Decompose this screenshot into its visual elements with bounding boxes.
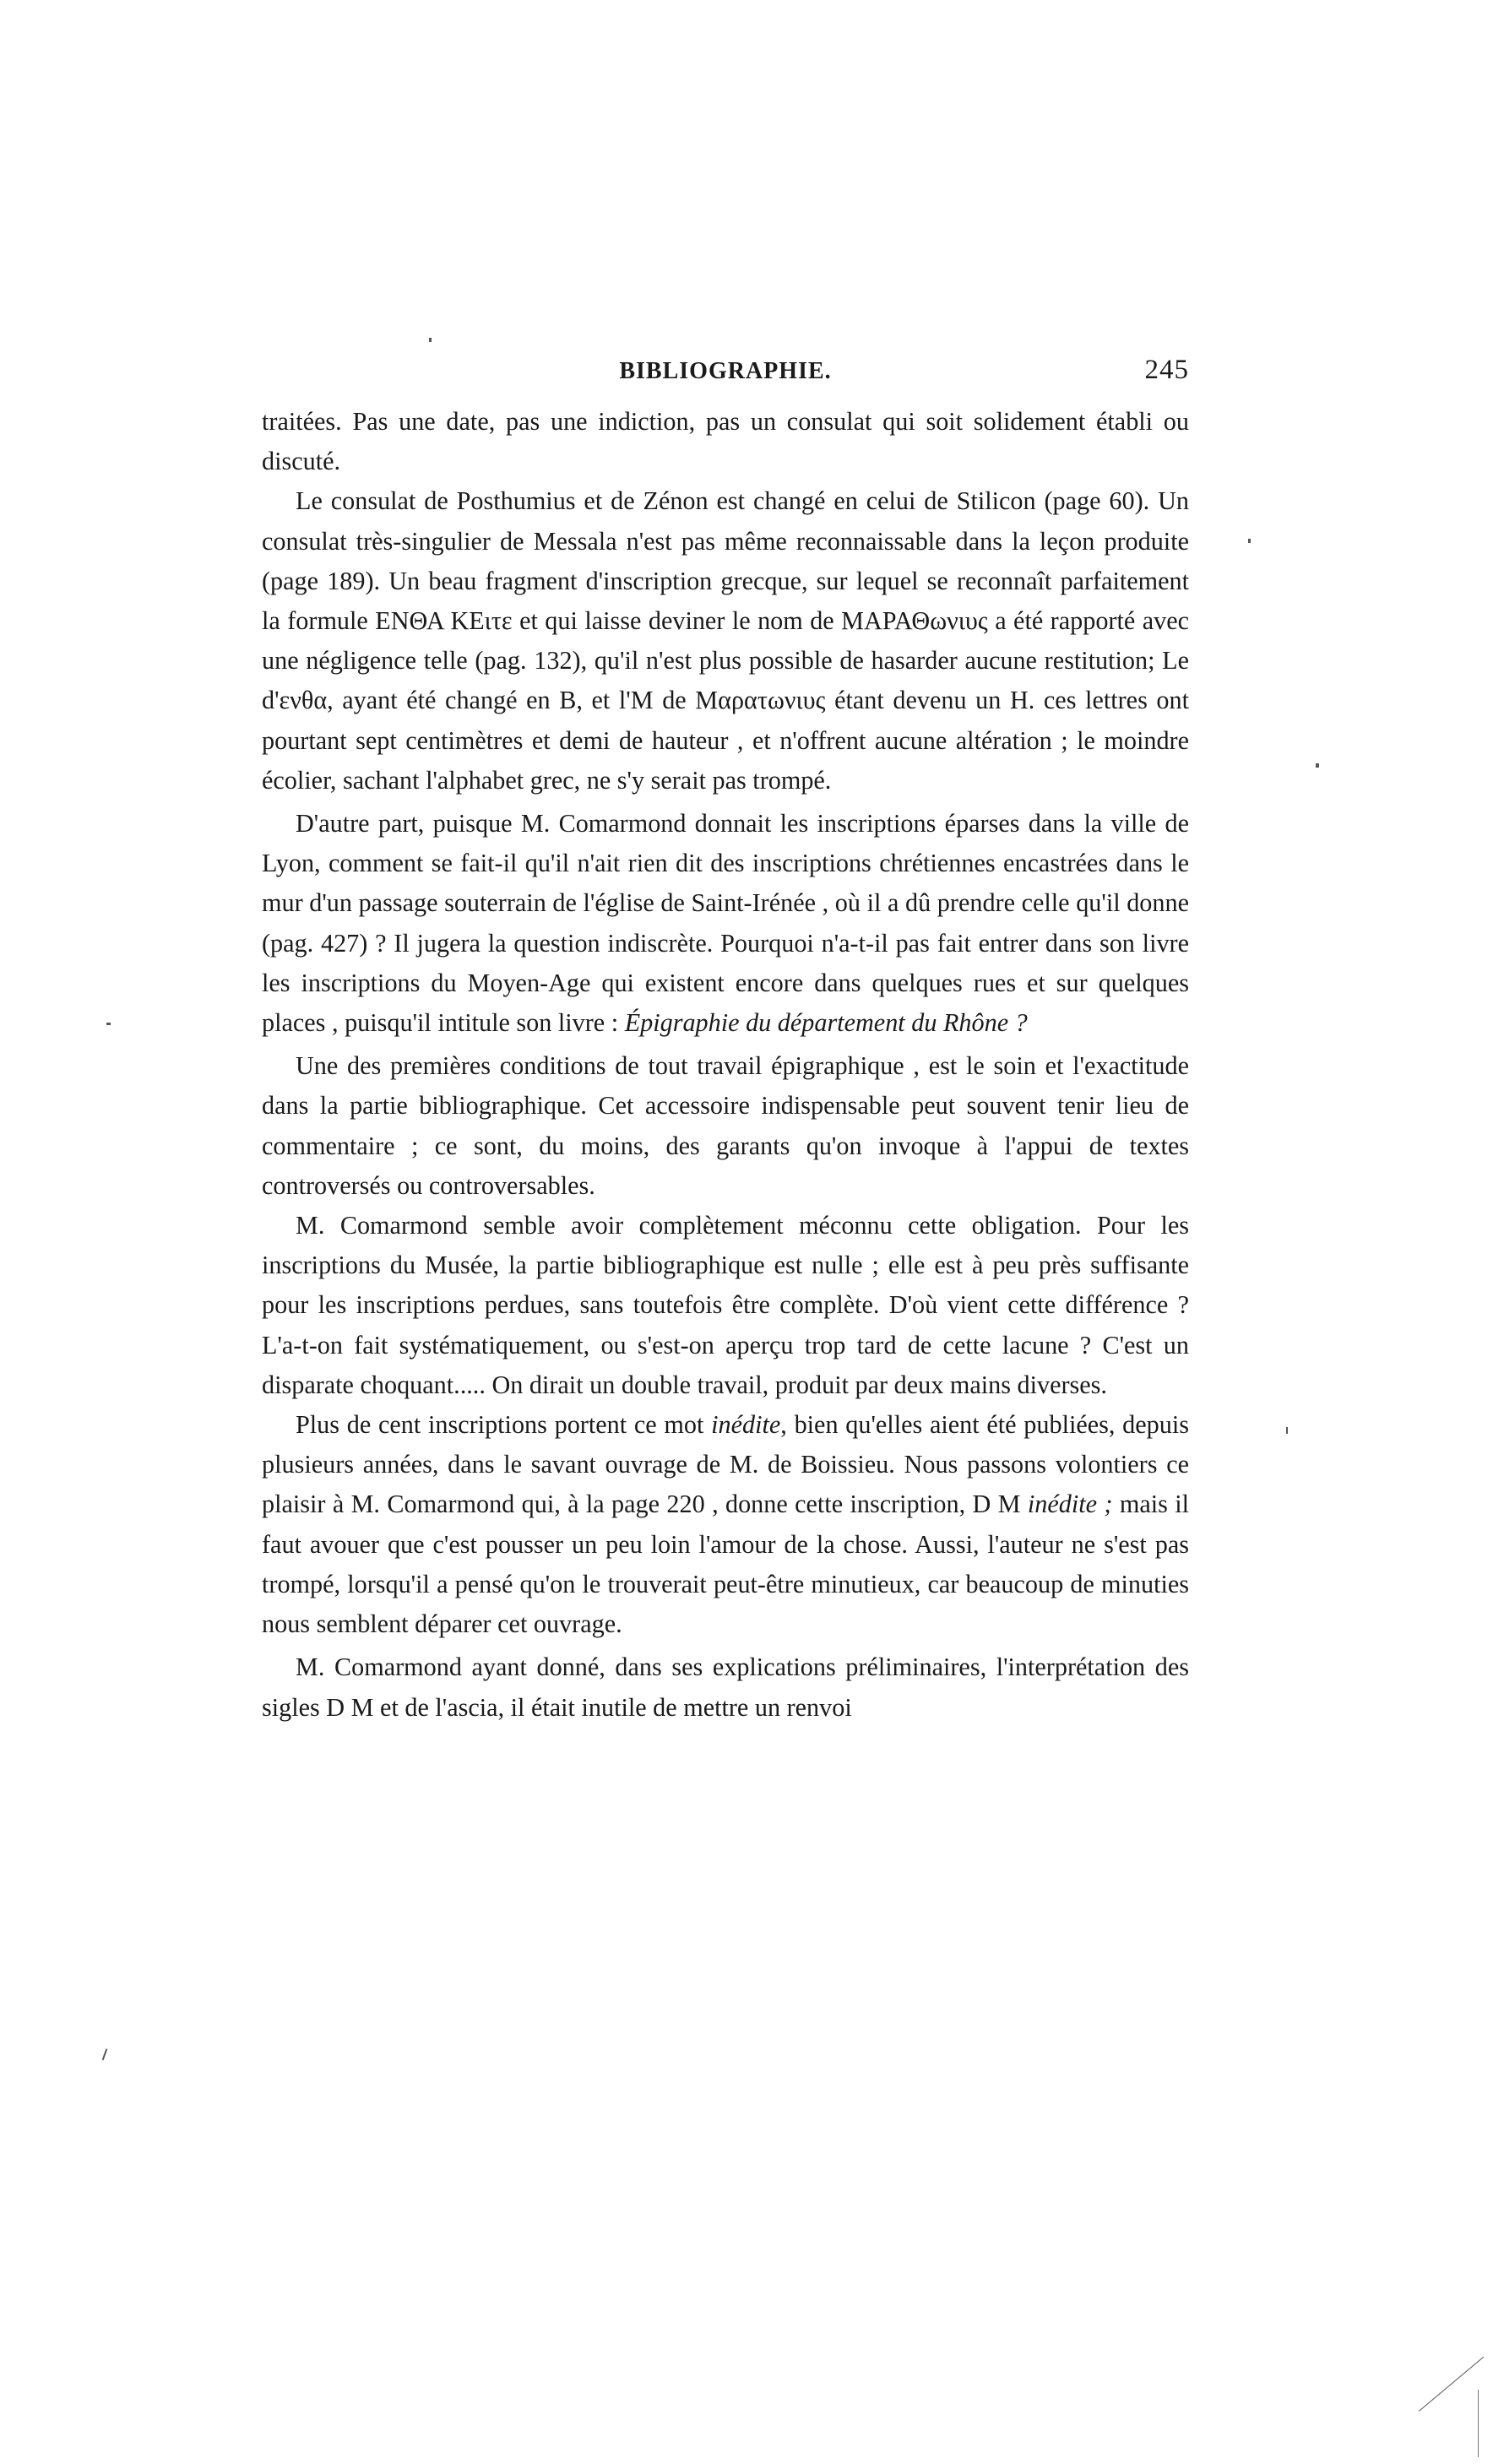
paragraph: Une des premières conditions de tout travail épigraphique , est le soin et l'exactitude dans la partie bibliographique. Cet accessoire indispensable peut souvent tenir lieu de commentaire ; ce sont, du moins, des garants qu'on invoque à l'appui de textes controversés ou controversables. [262, 1051, 1189, 1200]
paragraph: M. Comarmond ayant donné, dans ses explications préliminaires, l'interprétation des sigles D M et de l'ascia, il était inutile de mettre un renvoi [262, 1653, 1189, 1722]
scan-speck [102, 2049, 108, 2060]
scan-speck [1478, 2390, 1479, 2457]
paragraph: M. Comarmond semble avoir complètement méconnu cette obligation. Pour les inscriptions du Musée, la partie bibliographique est nulle ; elle est à peu près suffisante pour les inscriptions perdues, sans toutefois être complète. D'où vient cette différence ? L'a-t-on fait systématiquement, ou s'est-on aperçu trop tard de cette lacune ? C'est un disparate choquant..... On dirait un double travail, produit par deux mains diverses. [262, 1211, 1189, 1399]
running-title: BIBLIOGRAPHIE. [619, 358, 832, 384]
paragraph [262, 1405, 1189, 1644]
scan-speck [1419, 2357, 1484, 2412]
scan-speck [1286, 1427, 1288, 1434]
paragraph [262, 804, 1189, 1043]
body-text [262, 402, 1189, 1728]
scan-speck [1248, 539, 1251, 543]
book-title-italic: Épigraphie du département du Rhône ? [624, 1008, 1028, 1038]
scan-speck [106, 1023, 111, 1025]
paragraph-text: D'autre part, puisque M. Comarmond donnait les inscriptions éparses dans la ville de Lyon, comment se fait-il qu'il n'ait rien dit des inscriptions chrétiennes encastrées dans le mur d'un passage souterrain de l'église de Saint-Irénée , où il a dû prendre celle qu'il donne (pag. 427) ? Il jugera la question indiscrète. Pourquoi n'a-t-il pas fait entrer dans son livre les inscriptions du Moyen-Age qui existent encore dans quelques rues et sur quelques places , puisqu'il intitule son livre : [262, 809, 1189, 1038]
running-head [262, 355, 1189, 402]
book-page [262, 355, 1190, 1728]
scan-speck [1316, 763, 1319, 768]
paragraph-text: mais il faut avouer que c'est pousser un peu loin l'amour de la chose. Aussi, l'auteur ne s'est pas trompé, lorsqu'il a pensé qu'on le trouverait peut-être minutieux, car beaucoup de minuties nous semblent déparer cet ouvrage. [262, 1490, 1190, 1639]
paragraph: traitées. Pas une date, pas une indiction, pas un consulat qui soit solidement établi ou discuté. [262, 407, 1189, 476]
scan-speck [429, 338, 432, 342]
page-number: 245 [1144, 355, 1189, 385]
paragraph-text: Plus de cent inscriptions portent ce mot [296, 1410, 704, 1440]
paragraph-text: , bien qu'elles aient été publiées, depuis plusieurs années, dans le savant ouvrage de M. de Boissieu. Nous passons volontiers ce plaisir à M. Comarmond qui, à la page 220 , donne cette inscription, D M [262, 1410, 1190, 1519]
italic-word: inédite ; [1027, 1490, 1113, 1519]
italic-word: inédite [711, 1410, 781, 1440]
paragraph: Le consulat de Posthumius et de Zénon est changé en celui de Stilicon (page 60). Un consulat très-singulier de Messala n'est pas même reconnaissable dans la leçon produite (page 189). Un beau fragment d'inscription grecque, sur lequel se reconnaît parfaitement la formule ΕΝΘΑ ΚΕιτε et qui laisse deviner le nom de ΜΑΡΑΘωνιυς a été rapporté avec une négligence telle (pag. 132), qu'il n'est plus possible de hasarder aucune restitution; Le d'ενθα, ayant été changé en B, et l'M de Μαρατωνιυς étant devenu un H. ces lettres ont pourtant sept centimètres et demi de hauteur , et n'offrent aucune altération ; le moindre écolier, sachant l'alphabet grec, ne s'y serait pas trompé. [262, 486, 1189, 795]
